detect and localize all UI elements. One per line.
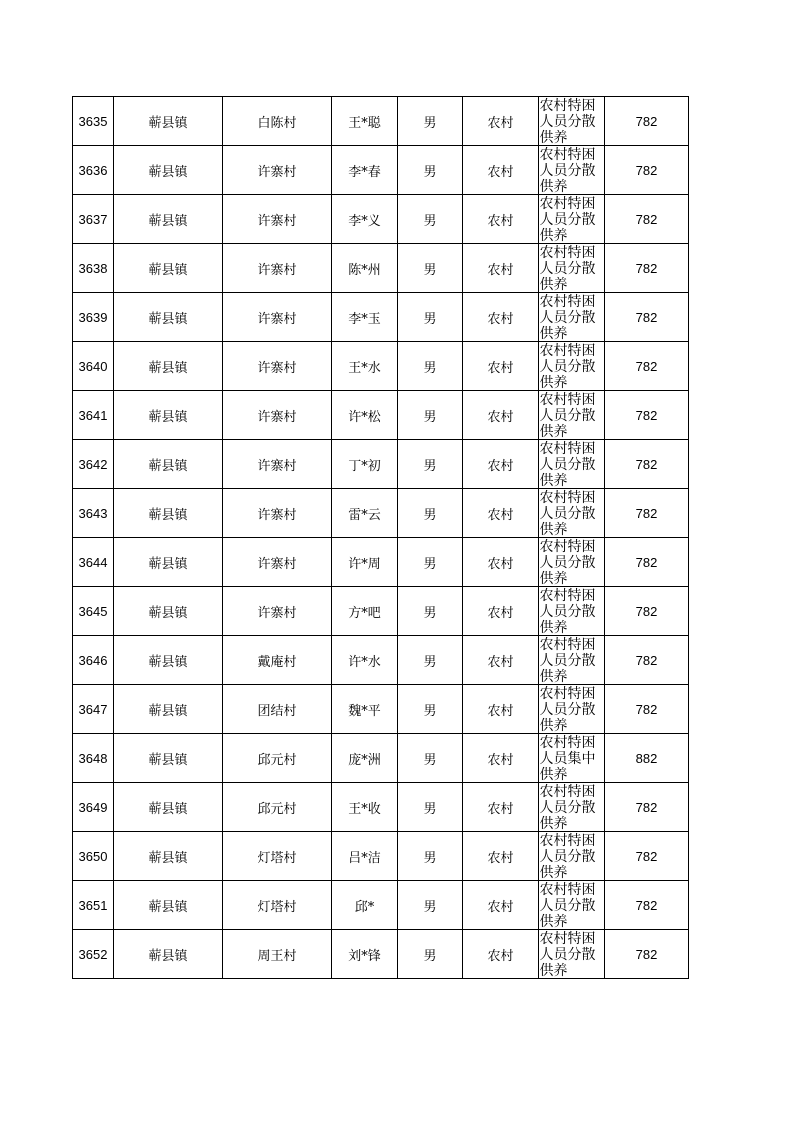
gender-cell: 男 [398, 538, 463, 587]
gender-cell: 男 [398, 734, 463, 783]
table-row [73, 685, 689, 734]
amount-cell: 882 [605, 734, 689, 783]
record-id-cell: 3637 [73, 195, 114, 244]
person-name-cell: 庞*洲 [332, 734, 398, 783]
town-cell: 蕲县镇 [114, 734, 223, 783]
record-id-cell: 3644 [73, 538, 114, 587]
town-cell: 蕲县镇 [114, 146, 223, 195]
amount-cell: 782 [605, 587, 689, 636]
person-name-cell: 陈*州 [332, 244, 398, 293]
support-category-text: 农村特困人员分散供养 [539, 588, 596, 635]
village-cell: 灯塔村 [223, 832, 332, 881]
area-type-cell: 农村 [463, 881, 539, 930]
support-category-text: 农村特困人员分散供养 [539, 637, 596, 684]
support-category-cell [539, 734, 605, 783]
area-type-cell: 农村 [463, 342, 539, 391]
person-name-cell: 丁*初 [332, 440, 398, 489]
gender-cell: 男 [398, 342, 463, 391]
town-cell: 蕲县镇 [114, 783, 223, 832]
town-cell: 蕲县镇 [114, 538, 223, 587]
support-category-text: 农村特困人员分散供养 [539, 539, 596, 586]
person-name-cell: 李*玉 [332, 293, 398, 342]
table-row [73, 832, 689, 881]
town-cell: 蕲县镇 [114, 440, 223, 489]
amount-cell: 782 [605, 97, 689, 146]
person-name-cell: 邱* [332, 881, 398, 930]
table-row [73, 783, 689, 832]
support-category-text: 农村特困人员分散供养 [539, 392, 596, 439]
table-row [73, 146, 689, 195]
support-category-cell [539, 538, 605, 587]
village-cell: 周王村 [223, 930, 332, 979]
gender-cell: 男 [398, 783, 463, 832]
gender-cell: 男 [398, 97, 463, 146]
support-category-text: 农村特困人员分散供养 [539, 686, 596, 733]
area-type-cell: 农村 [463, 293, 539, 342]
village-cell: 许寨村 [223, 293, 332, 342]
support-category-text: 农村特困人员分散供养 [539, 294, 596, 341]
record-id-cell: 3646 [73, 636, 114, 685]
table-row [73, 636, 689, 685]
person-name-cell: 雷*云 [332, 489, 398, 538]
gender-cell: 男 [398, 391, 463, 440]
table-row [73, 930, 689, 979]
village-cell: 许寨村 [223, 146, 332, 195]
gender-cell: 男 [398, 832, 463, 881]
table-row [73, 538, 689, 587]
village-cell: 许寨村 [223, 440, 332, 489]
village-cell: 团结村 [223, 685, 332, 734]
support-category-text: 农村特困人员分散供养 [539, 931, 596, 978]
gender-cell: 男 [398, 881, 463, 930]
area-type-cell: 农村 [463, 832, 539, 881]
roster-table [72, 96, 689, 979]
amount-cell: 782 [605, 293, 689, 342]
person-name-cell: 刘*锋 [332, 930, 398, 979]
gender-cell: 男 [398, 195, 463, 244]
support-category-text: 农村特困人员分散供养 [539, 833, 596, 880]
table-row [73, 342, 689, 391]
village-cell: 许寨村 [223, 538, 332, 587]
support-category-cell [539, 930, 605, 979]
support-category-text: 农村特困人员分散供养 [539, 196, 596, 243]
town-cell: 蕲县镇 [114, 636, 223, 685]
person-name-cell: 许*水 [332, 636, 398, 685]
record-id-cell: 3652 [73, 930, 114, 979]
person-name-cell: 王*收 [332, 783, 398, 832]
area-type-cell: 农村 [463, 195, 539, 244]
amount-cell: 782 [605, 489, 689, 538]
table-row [73, 97, 689, 146]
town-cell: 蕲县镇 [114, 342, 223, 391]
person-name-cell: 李*春 [332, 146, 398, 195]
village-cell: 许寨村 [223, 391, 332, 440]
gender-cell: 男 [398, 489, 463, 538]
record-id-cell: 3650 [73, 832, 114, 881]
roster-body [73, 97, 689, 979]
amount-cell: 782 [605, 195, 689, 244]
town-cell: 蕲县镇 [114, 97, 223, 146]
support-category-cell [539, 440, 605, 489]
town-cell: 蕲县镇 [114, 391, 223, 440]
support-category-text: 农村特困人员分散供养 [539, 882, 596, 929]
amount-cell: 782 [605, 783, 689, 832]
support-category-cell [539, 195, 605, 244]
amount-cell: 782 [605, 881, 689, 930]
support-category-cell [539, 293, 605, 342]
town-cell: 蕲县镇 [114, 881, 223, 930]
town-cell: 蕲县镇 [114, 293, 223, 342]
village-cell: 戴庵村 [223, 636, 332, 685]
town-cell: 蕲县镇 [114, 832, 223, 881]
gender-cell: 男 [398, 685, 463, 734]
person-name-cell: 李*义 [332, 195, 398, 244]
table-row [73, 244, 689, 293]
support-category-cell [539, 97, 605, 146]
gender-cell: 男 [398, 587, 463, 636]
gender-cell: 男 [398, 440, 463, 489]
gender-cell: 男 [398, 146, 463, 195]
support-category-text: 农村特困人员分散供养 [539, 490, 596, 537]
amount-cell: 782 [605, 538, 689, 587]
support-category-text: 农村特困人员集中供养 [539, 735, 596, 782]
person-name-cell: 方*吧 [332, 587, 398, 636]
table-row [73, 587, 689, 636]
record-id-cell: 3635 [73, 97, 114, 146]
area-type-cell: 农村 [463, 734, 539, 783]
village-cell: 许寨村 [223, 587, 332, 636]
support-category-text: 农村特困人员分散供养 [539, 343, 596, 390]
table-row [73, 881, 689, 930]
amount-cell: 782 [605, 391, 689, 440]
support-category-text: 农村特困人员分散供养 [539, 784, 596, 831]
town-cell: 蕲县镇 [114, 244, 223, 293]
support-category-cell [539, 489, 605, 538]
person-name-cell: 许*周 [332, 538, 398, 587]
table-row [73, 440, 689, 489]
support-category-cell [539, 636, 605, 685]
support-category-text: 农村特困人员分散供养 [539, 441, 596, 488]
support-category-cell [539, 244, 605, 293]
record-id-cell: 3643 [73, 489, 114, 538]
support-category-text: 农村特困人员分散供养 [539, 98, 596, 145]
area-type-cell: 农村 [463, 636, 539, 685]
person-name-cell: 魏*平 [332, 685, 398, 734]
amount-cell: 782 [605, 930, 689, 979]
area-type-cell: 农村 [463, 391, 539, 440]
record-id-cell: 3648 [73, 734, 114, 783]
record-id-cell: 3638 [73, 244, 114, 293]
person-name-cell: 吕*洁 [332, 832, 398, 881]
area-type-cell: 农村 [463, 685, 539, 734]
town-cell: 蕲县镇 [114, 685, 223, 734]
amount-cell: 782 [605, 685, 689, 734]
gender-cell: 男 [398, 636, 463, 685]
person-name-cell: 王*聪 [332, 97, 398, 146]
record-id-cell: 3639 [73, 293, 114, 342]
village-cell: 灯塔村 [223, 881, 332, 930]
village-cell: 许寨村 [223, 489, 332, 538]
gender-cell: 男 [398, 930, 463, 979]
record-id-cell: 3645 [73, 587, 114, 636]
table-row [73, 734, 689, 783]
amount-cell: 782 [605, 440, 689, 489]
support-category-cell [539, 342, 605, 391]
village-cell: 许寨村 [223, 342, 332, 391]
amount-cell: 782 [605, 832, 689, 881]
area-type-cell: 农村 [463, 440, 539, 489]
record-id-cell: 3642 [73, 440, 114, 489]
area-type-cell: 农村 [463, 538, 539, 587]
gender-cell: 男 [398, 244, 463, 293]
town-cell: 蕲县镇 [114, 195, 223, 244]
gender-cell: 男 [398, 293, 463, 342]
town-cell: 蕲县镇 [114, 930, 223, 979]
village-cell: 邱元村 [223, 734, 332, 783]
support-category-cell [539, 881, 605, 930]
support-category-text: 农村特困人员分散供养 [539, 245, 596, 292]
area-type-cell: 农村 [463, 587, 539, 636]
support-category-cell [539, 685, 605, 734]
record-id-cell: 3649 [73, 783, 114, 832]
table-row [73, 489, 689, 538]
area-type-cell: 农村 [463, 489, 539, 538]
table-row [73, 195, 689, 244]
support-category-cell [539, 783, 605, 832]
support-category-text: 农村特困人员分散供养 [539, 147, 596, 194]
village-cell: 邱元村 [223, 783, 332, 832]
town-cell: 蕲县镇 [114, 587, 223, 636]
town-cell: 蕲县镇 [114, 489, 223, 538]
area-type-cell: 农村 [463, 97, 539, 146]
record-id-cell: 3640 [73, 342, 114, 391]
person-name-cell: 王*水 [332, 342, 398, 391]
table-row [73, 391, 689, 440]
amount-cell: 782 [605, 244, 689, 293]
area-type-cell: 农村 [463, 783, 539, 832]
table-row [73, 293, 689, 342]
area-type-cell: 农村 [463, 930, 539, 979]
village-cell: 白陈村 [223, 97, 332, 146]
record-id-cell: 3647 [73, 685, 114, 734]
amount-cell: 782 [605, 342, 689, 391]
support-category-cell [539, 146, 605, 195]
support-category-cell [539, 832, 605, 881]
record-id-cell: 3636 [73, 146, 114, 195]
village-cell: 许寨村 [223, 244, 332, 293]
village-cell: 许寨村 [223, 195, 332, 244]
amount-cell: 782 [605, 636, 689, 685]
person-name-cell: 许*松 [332, 391, 398, 440]
area-type-cell: 农村 [463, 146, 539, 195]
area-type-cell: 农村 [463, 244, 539, 293]
record-id-cell: 3641 [73, 391, 114, 440]
support-category-cell [539, 587, 605, 636]
record-id-cell: 3651 [73, 881, 114, 930]
support-category-cell [539, 391, 605, 440]
amount-cell: 782 [605, 146, 689, 195]
